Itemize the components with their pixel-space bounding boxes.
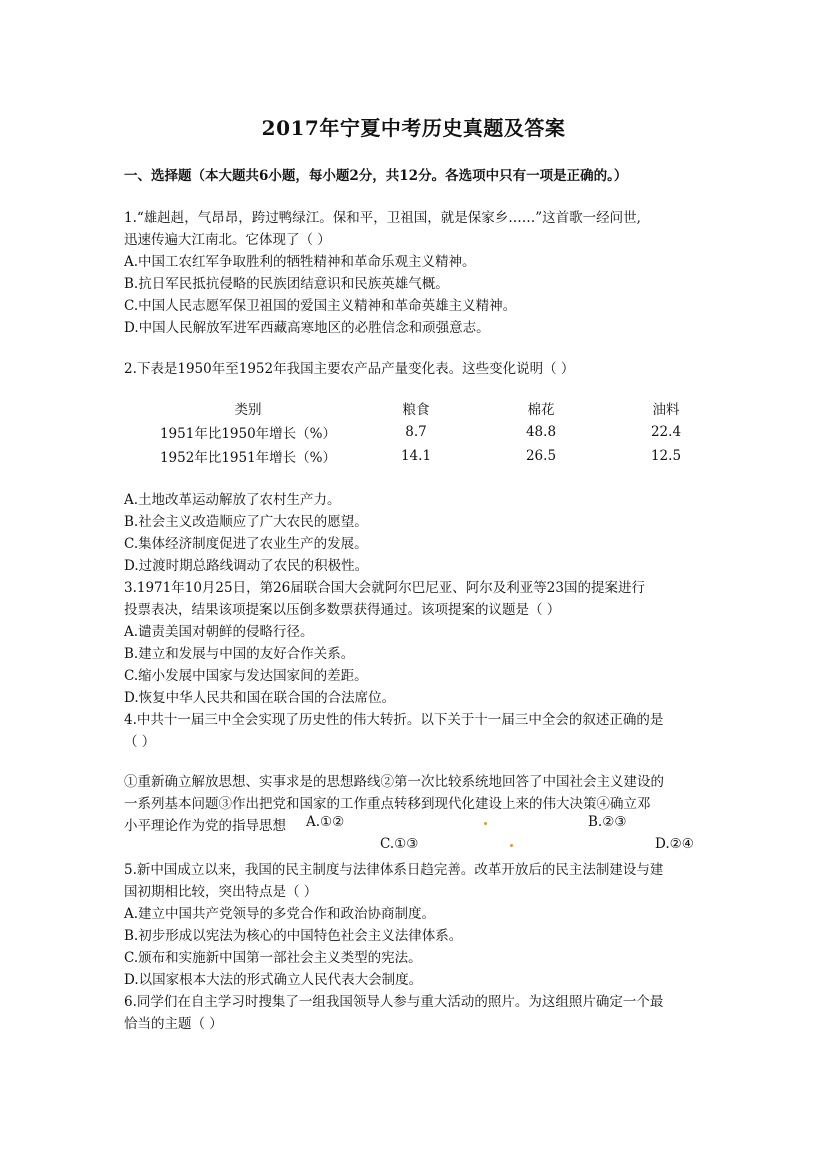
q6-stem-line-1: 6.同学们在自主学习时搜集了一组我国领导人参与重大活动的照片。为这组照片确定一个最 xyxy=(124,994,664,1010)
crop-output-table xyxy=(150,396,736,468)
q5-stem-line-2: 国初期相比较，突出特点是（ ） xyxy=(124,884,318,900)
table-row xyxy=(150,420,736,444)
q2-option-b: B.社会主义改造顺应了广大农民的愿望。 xyxy=(124,514,368,530)
table-cell: 26.5 xyxy=(525,448,557,464)
q1-option-b: B.抗日军民抵抗侵略的民族团结意识和民族英雄气概。 xyxy=(124,276,449,292)
q1-option-a: A.中国工农红军争取胜利的牺牲精神和革命乐观主义精神。 xyxy=(124,254,476,270)
q4-option-d: D.②④ xyxy=(655,836,694,852)
table-row xyxy=(150,444,736,468)
q1-option-c: C.中国人民志愿军保卫祖国的爱国主义精神和革命英雄主义精神。 xyxy=(124,298,517,314)
stray-dot-mark xyxy=(484,822,487,825)
q2-stem: 2.下表是1950年至1952年我国主要农产品产量变化表。这些变化说明（ ） xyxy=(124,361,575,377)
table-cell: 14.1 xyxy=(400,448,432,464)
table-cell: 8.7 xyxy=(405,424,427,440)
table-cell: 1952年比1951年增长（%） xyxy=(159,450,337,466)
q4-body-line-1: ①重新确立解放思想、实事求是的思想路线②第一次比较系统地回答了中国社会主义建设的 xyxy=(124,774,664,790)
table-cell: 12.5 xyxy=(650,448,682,464)
q6-stem-line-2: 恰当的主题（ ） xyxy=(124,1016,223,1032)
q1-stem-line-2: 迅速传遍大江南北。它体现了（ ） xyxy=(124,232,331,248)
table-cell: 48.8 xyxy=(525,424,557,440)
table-header-cell: 类别 xyxy=(234,402,262,418)
q3-option-b: B.建立和发展与中国的友好合作关系。 xyxy=(124,646,355,662)
q3-option-d: D.恢复中华人民共和国在联合国的合法席位。 xyxy=(124,690,396,706)
table-header-cell: 棉花 xyxy=(527,402,555,418)
table-header-row xyxy=(150,396,736,420)
q5-option-a: A.建立中国共产党领导的多党合作和政治协商制度。 xyxy=(124,906,436,922)
q2-option-a: A.土地改革运动解放了农村生产力。 xyxy=(124,492,341,508)
q4-stem-line-2: （ ） xyxy=(124,734,156,750)
q3-stem-line-1: 3.1971年10月25日，第26届联合国大会就阿尔巴尼亚、阿尔及利亚等23国的提案进行 xyxy=(124,580,645,596)
q4-option-b: B.②③ xyxy=(588,814,627,830)
section-heading: 一、选择题（本大题共6小题，每小题2分，共12分。各选项中只有一项是正确的。） xyxy=(124,168,628,184)
q1-option-d: D.中国人民解放军进军西藏高寒地区的必胜信念和顽强意志。 xyxy=(124,320,490,336)
q3-stem-line-2: 投票表决，结果该项提案以压倒多数票获得通过。该项提案的议题是（ ） xyxy=(124,602,561,618)
stray-dot-mark xyxy=(510,844,513,847)
q5-stem-line-1: 5.新中国成立以来，我国的民主制度与法律体系日趋完善。改革开放后的民主法制建设与建 xyxy=(124,862,664,878)
q4-body-line-2: 一系列基本问题③作出把党和国家的工作重点转移到现代化建设上来的伟大决策④确立邓 xyxy=(124,796,651,812)
q3-option-c: C.缩小发展中国家与发达国家间的差距。 xyxy=(124,668,368,684)
q5-option-d: D.以国家根本大法的形式确立人民代表大会制度。 xyxy=(124,972,423,988)
table-cell: 1951年比1950年增长（%） xyxy=(159,426,337,442)
q4-stem-line-1: 4.中共十一届三中全会实现了历史性的伟大转折。以下关于十一届三中全会的叙述正确的是 xyxy=(124,712,664,728)
q3-option-a: A.谴责美国对朝鲜的侵略行径。 xyxy=(124,624,314,640)
q2-option-c: C.集体经济制度促进了农业生产的发展。 xyxy=(124,536,368,552)
q5-option-b: B.初步形成以宪法为核心的中国特色社会主义法律体系。 xyxy=(124,928,463,944)
q2-option-d: D.过渡时期总路线调动了农民的积极性。 xyxy=(124,558,369,574)
table-header-cell: 粮食 xyxy=(402,402,430,418)
table-cell: 22.4 xyxy=(650,424,682,440)
table-header-cell: 油料 xyxy=(652,402,680,418)
q4-body-line-3: 小平理论作为党的指导思想 xyxy=(124,818,286,834)
q1-stem-line-1: 1.“雄赳赳，气昂昂，跨过鸭绿江。保和平，卫祖国，就是保家乡……”这首歌一经问世, xyxy=(124,210,641,226)
q4-option-c: C.①③ xyxy=(380,836,419,852)
page-title: 2017年宁夏中考历史真题及答案 xyxy=(261,116,566,140)
q5-option-c: C.颁布和实施新中国第一部社会主义类型的宪法。 xyxy=(124,950,422,966)
q4-option-a: A.①② xyxy=(306,814,345,830)
